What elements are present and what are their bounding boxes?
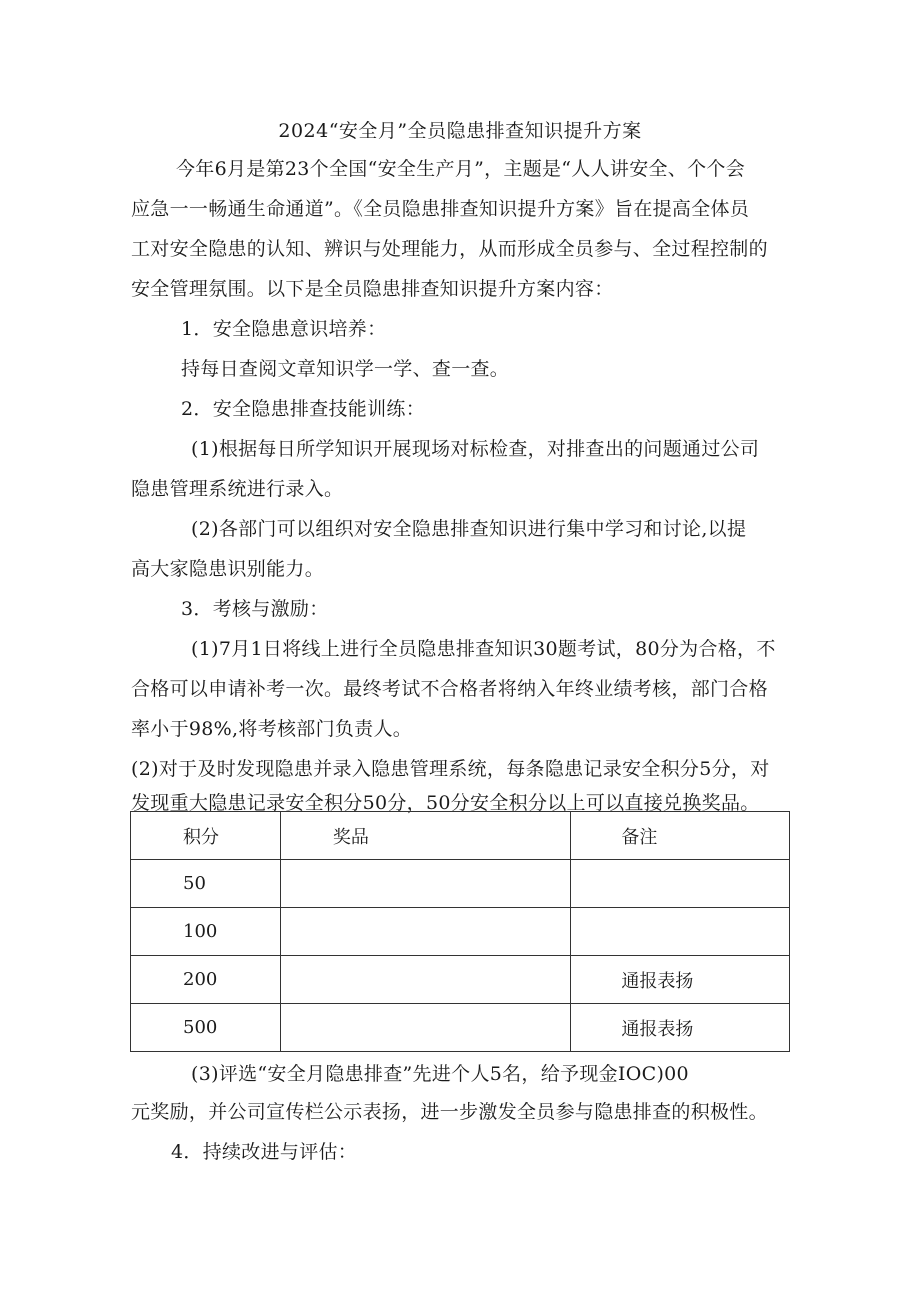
- cell-prize: [280, 1004, 570, 1052]
- cell-points: 200: [131, 956, 281, 1004]
- header-prize: 奖品: [280, 812, 570, 860]
- points-table: [130, 811, 790, 1052]
- paragraph-line: 持每日查阅文章知识学一学、查一查。: [181, 358, 510, 380]
- paragraph-line: 今年6月是第23个全国“安全生产月”，主题是“人人讲安全、个个会: [176, 158, 746, 180]
- document-title: 2024“安全月”全员隐患排查知识提升方案: [278, 120, 642, 142]
- paragraph-line: (2)各部门可以组织对安全隐患排查知识进行集中学习和讨论,以提: [191, 518, 747, 540]
- paragraph-line: (2)对于及时发现隐患并录入隐患管理系统，每条隐患记录安全积分5分，对: [131, 758, 770, 780]
- table-row: [131, 860, 790, 908]
- section-heading: 1．安全隐患意识培养：: [181, 318, 387, 340]
- table-row: [131, 956, 790, 1004]
- table-row: [131, 1004, 790, 1052]
- section-heading: 2．安全隐患排查技能训练：: [181, 398, 425, 420]
- table-row: [131, 908, 790, 956]
- cell-points: 500: [131, 1004, 281, 1052]
- cell-note: [571, 908, 790, 956]
- header-note: 备注: [571, 812, 790, 860]
- paragraph-line: 率小于98%,将考核部门负责人。: [131, 718, 413, 740]
- cell-points: 50: [131, 860, 281, 908]
- cell-points: 100: [131, 908, 281, 956]
- paragraph-line: 工对安全隐患的认知、辨识与处理能力，从而形成全员参与、全过程控制的: [131, 238, 768, 260]
- cell-prize: [280, 860, 570, 908]
- paragraph-line: 元奖励，并公司宣传栏公示表扬，进一步激发全员参与隐患排查的积极性。: [131, 1101, 768, 1123]
- paragraph-line: (3)评选“安全月隐患排查”先进个人5名，给予现金IOC)00: [191, 1063, 689, 1085]
- header-points: 积分: [131, 812, 281, 860]
- paragraph-line: 隐患管理系统进行录入。: [131, 478, 344, 500]
- cell-prize: [280, 908, 570, 956]
- paragraph-line: (1)根据每日所学知识开展现场对标检查，对排查出的问题通过公司: [191, 438, 760, 460]
- paragraph-line: 发现重大隐患记录安全积分50分，50分安全积分以上可以直接兑换奖品。: [131, 792, 760, 814]
- cell-note: [571, 860, 790, 908]
- cell-note: 通报表扬: [571, 956, 790, 1004]
- table-header-row: [131, 812, 790, 860]
- paragraph-line: 合格可以申请补考一次。最终考试不合格者将纳入年终业绩考核，部门合格: [131, 678, 768, 700]
- section-heading: 4．持续改进与评估：: [171, 1141, 358, 1163]
- paragraph-line: 安全管理氛围。以下是全员隐患排查知识提升方案内容：: [131, 278, 614, 300]
- paragraph-line: 高大家隐患识别能力。: [131, 558, 325, 580]
- paragraph-line: 应急一一畅通生命通道”。《全员隐患排查知识提升方案》旨在提高全体员: [131, 198, 750, 220]
- paragraph-line: (1)7月1日将线上进行全员隐患排查知识30题考试，80分为合格，不: [191, 638, 776, 660]
- section-heading: 3．考核与激励：: [181, 598, 329, 620]
- cell-prize: [280, 956, 570, 1004]
- cell-note: 通报表扬: [571, 1004, 790, 1052]
